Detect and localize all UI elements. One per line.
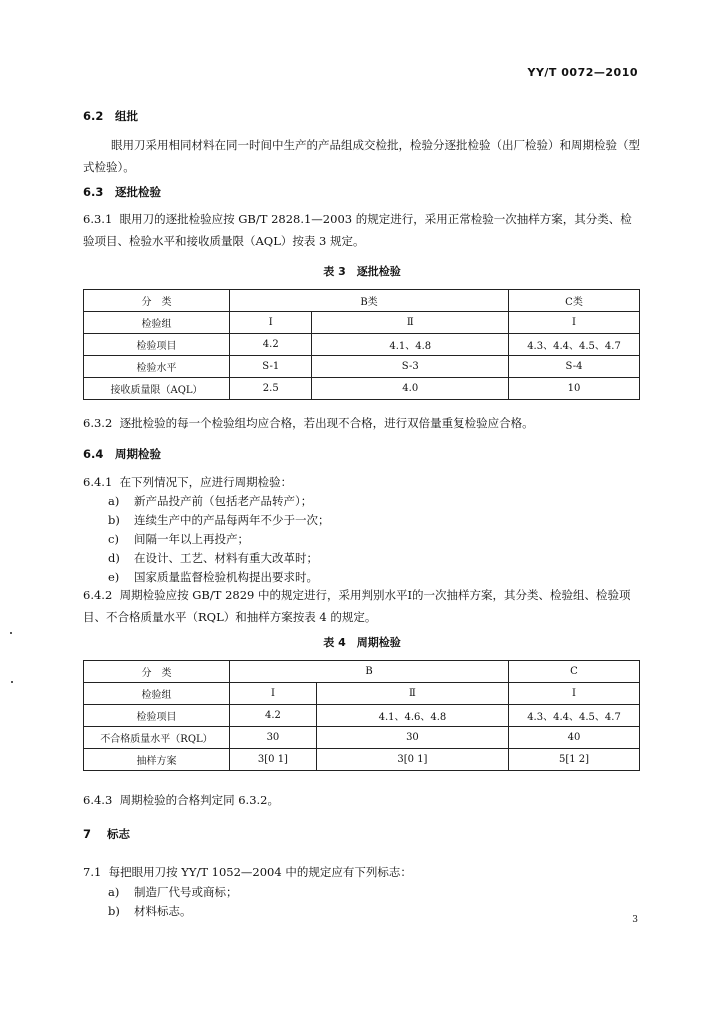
clause-number: 6.4.3 [83,793,113,807]
table-cell: 抽样方案 [84,749,230,771]
list-marker: b) [108,904,120,918]
list-text: 新产品投产前（包括老产品转产）； [134,494,313,508]
table-cell: 40 [509,727,640,749]
list-text: 间隔一年以上再投产； [134,532,249,546]
table-header-cell: B [230,661,509,683]
paragraph-6-2: 眼用刀采用相同材料在同一时间中生产的产品组成交检批，检验分逐批检验（出厂检验）和周期检验（型式检验）。 [83,138,640,174]
scan-speck [10,632,12,634]
list-item [108,884,238,900]
list-item [108,550,318,566]
clause-text: 在下列情况下，应进行周期检验： [119,475,293,489]
heading-7 [83,826,130,842]
table-cell: 检验组 [84,312,230,334]
list-item [108,531,249,547]
list-item [108,903,192,919]
page-number: 3 [632,915,638,925]
doc-code-header: YY/T 0072—2010 [527,66,638,79]
section-title: 组批 [115,109,139,123]
section-number: 6.4 [83,447,104,461]
table-cell: 接收质量限（AQL） [84,378,230,400]
section-number: 6.2 [83,109,104,123]
list-text: 连续生产中的产品每两年不少于一次； [134,513,330,527]
list-marker: a) [108,885,120,899]
paragraph-6-3-1 [83,208,643,252]
paragraph-6-4-1 [83,474,292,490]
table-cell: 检验项目 [84,705,230,727]
list-item [108,569,318,585]
table-header-row [84,661,640,683]
clause-number: 6.4.1 [83,475,113,489]
scan-speck [11,681,13,683]
table-cell: 30 [230,727,317,749]
list-marker: a) [108,494,120,508]
table-4-caption: 表 4 周期检验 [323,636,401,649]
table-cell: Ⅰ [509,683,640,705]
list-text: 材料标志。 [134,904,192,918]
table-cell: 检验项目 [84,334,230,356]
section-number: 7 [83,827,92,841]
table-cell: S-1 [230,356,312,378]
table-cell: 检验水平 [84,356,230,378]
table-header-cell: C [509,661,640,683]
clause-text: 每把眼用刀按 YY/T 1052—2004 中的规定应有下列标志： [108,865,412,879]
table-3 [83,289,640,400]
list-text: 制造厂代号或商标； [134,885,238,899]
table-cell: 4.3、4.4、4.5、4.7 [509,334,640,356]
clause-number: 7.1 [83,865,102,879]
paragraph-6-4-2 [83,584,643,628]
list-marker: b) [108,513,120,527]
table-header-cell: 分 类 [84,290,230,312]
table-cell: Ⅰ [230,683,317,705]
heading-6-2 [83,108,138,124]
table-row [84,749,640,771]
table-row [84,312,640,334]
clause-text: 周期检验的合格判定同 6.3.2。 [119,793,279,807]
table-cell: Ⅱ [316,683,508,705]
clause-text: 眼用刀的逐批检验应按 GB/T 2828.1—2003 的规定进行，采用正常检验一次抽样方案，其分类、检验项目、检验水平和接收质量限（AQL）按表 3 规定。 [83,212,632,248]
list-text: 国家质量监督检验机构提出要求时。 [134,570,318,584]
table-row [84,378,640,400]
table-header-cell: B类 [230,290,509,312]
table-cell: 30 [316,727,508,749]
paragraph-7-1 [83,864,412,880]
clause-number: 6.4.2 [83,588,113,602]
table-cell: 不合格质量水平（RQL） [84,727,230,749]
table-cell: 检验组 [84,683,230,705]
list-item [108,493,312,509]
table-header-cell: 分 类 [84,661,230,683]
table-cell: 4.1、4.6、4.8 [316,705,508,727]
table-header-cell: C类 [509,290,640,312]
table-cell: 10 [509,378,640,400]
section-title: 逐批检验 [115,185,162,199]
paragraph-6-4-3 [83,792,279,808]
heading-6-4 [83,446,161,462]
table-cell: 4.1、4.8 [312,334,509,356]
table-cell: 4.0 [312,378,509,400]
list-marker: e) [108,570,120,584]
table-row [84,334,640,356]
section-title: 标志 [107,827,131,841]
table-cell: S-3 [312,356,509,378]
clause-number: 6.3.2 [83,416,113,430]
table-3-caption: 表 3 逐批检验 [323,265,401,278]
clause-number: 6.3.1 [83,212,113,226]
table-row [84,727,640,749]
list-marker: c) [108,532,119,546]
table-cell: 5[1 2] [509,749,640,771]
list-item [108,512,330,528]
clause-text: 周期检验应按 GB/T 2829 中的规定进行，采用判别水平Ⅰ的一次抽样方案，其分类、检验组、检验项目、不合格质量水平（RQL）和抽样方案按表 4 的规定。 [83,588,631,624]
paragraph-6-3-2 [83,415,534,431]
section-title: 周期检验 [115,447,162,461]
table-cell: 4.2 [230,705,317,727]
table-row [84,356,640,378]
list-marker: d) [108,551,120,565]
table-cell: Ⅰ [230,312,312,334]
table-row [84,705,640,727]
table-cell: S-4 [509,356,640,378]
table-cell: 4.2 [230,334,312,356]
table-cell: Ⅱ [312,312,509,334]
table-cell: Ⅰ [509,312,640,334]
table-header-row [84,290,640,312]
heading-6-3 [83,184,161,200]
list-text: 在设计、工艺、材料有重大改革时； [134,551,318,565]
section-number: 6.3 [83,185,104,199]
clause-text: 逐批检验的每一个检验组均应合格，若出现不合格，进行双倍量重复检验应合格。 [119,416,534,430]
table-cell: 3[0 1] [316,749,508,771]
table-cell: 4.3、4.4、4.5、4.7 [509,705,640,727]
table-cell: 3[0 1] [230,749,317,771]
table-4 [83,660,640,771]
table-cell: 2.5 [230,378,312,400]
table-row [84,683,640,705]
